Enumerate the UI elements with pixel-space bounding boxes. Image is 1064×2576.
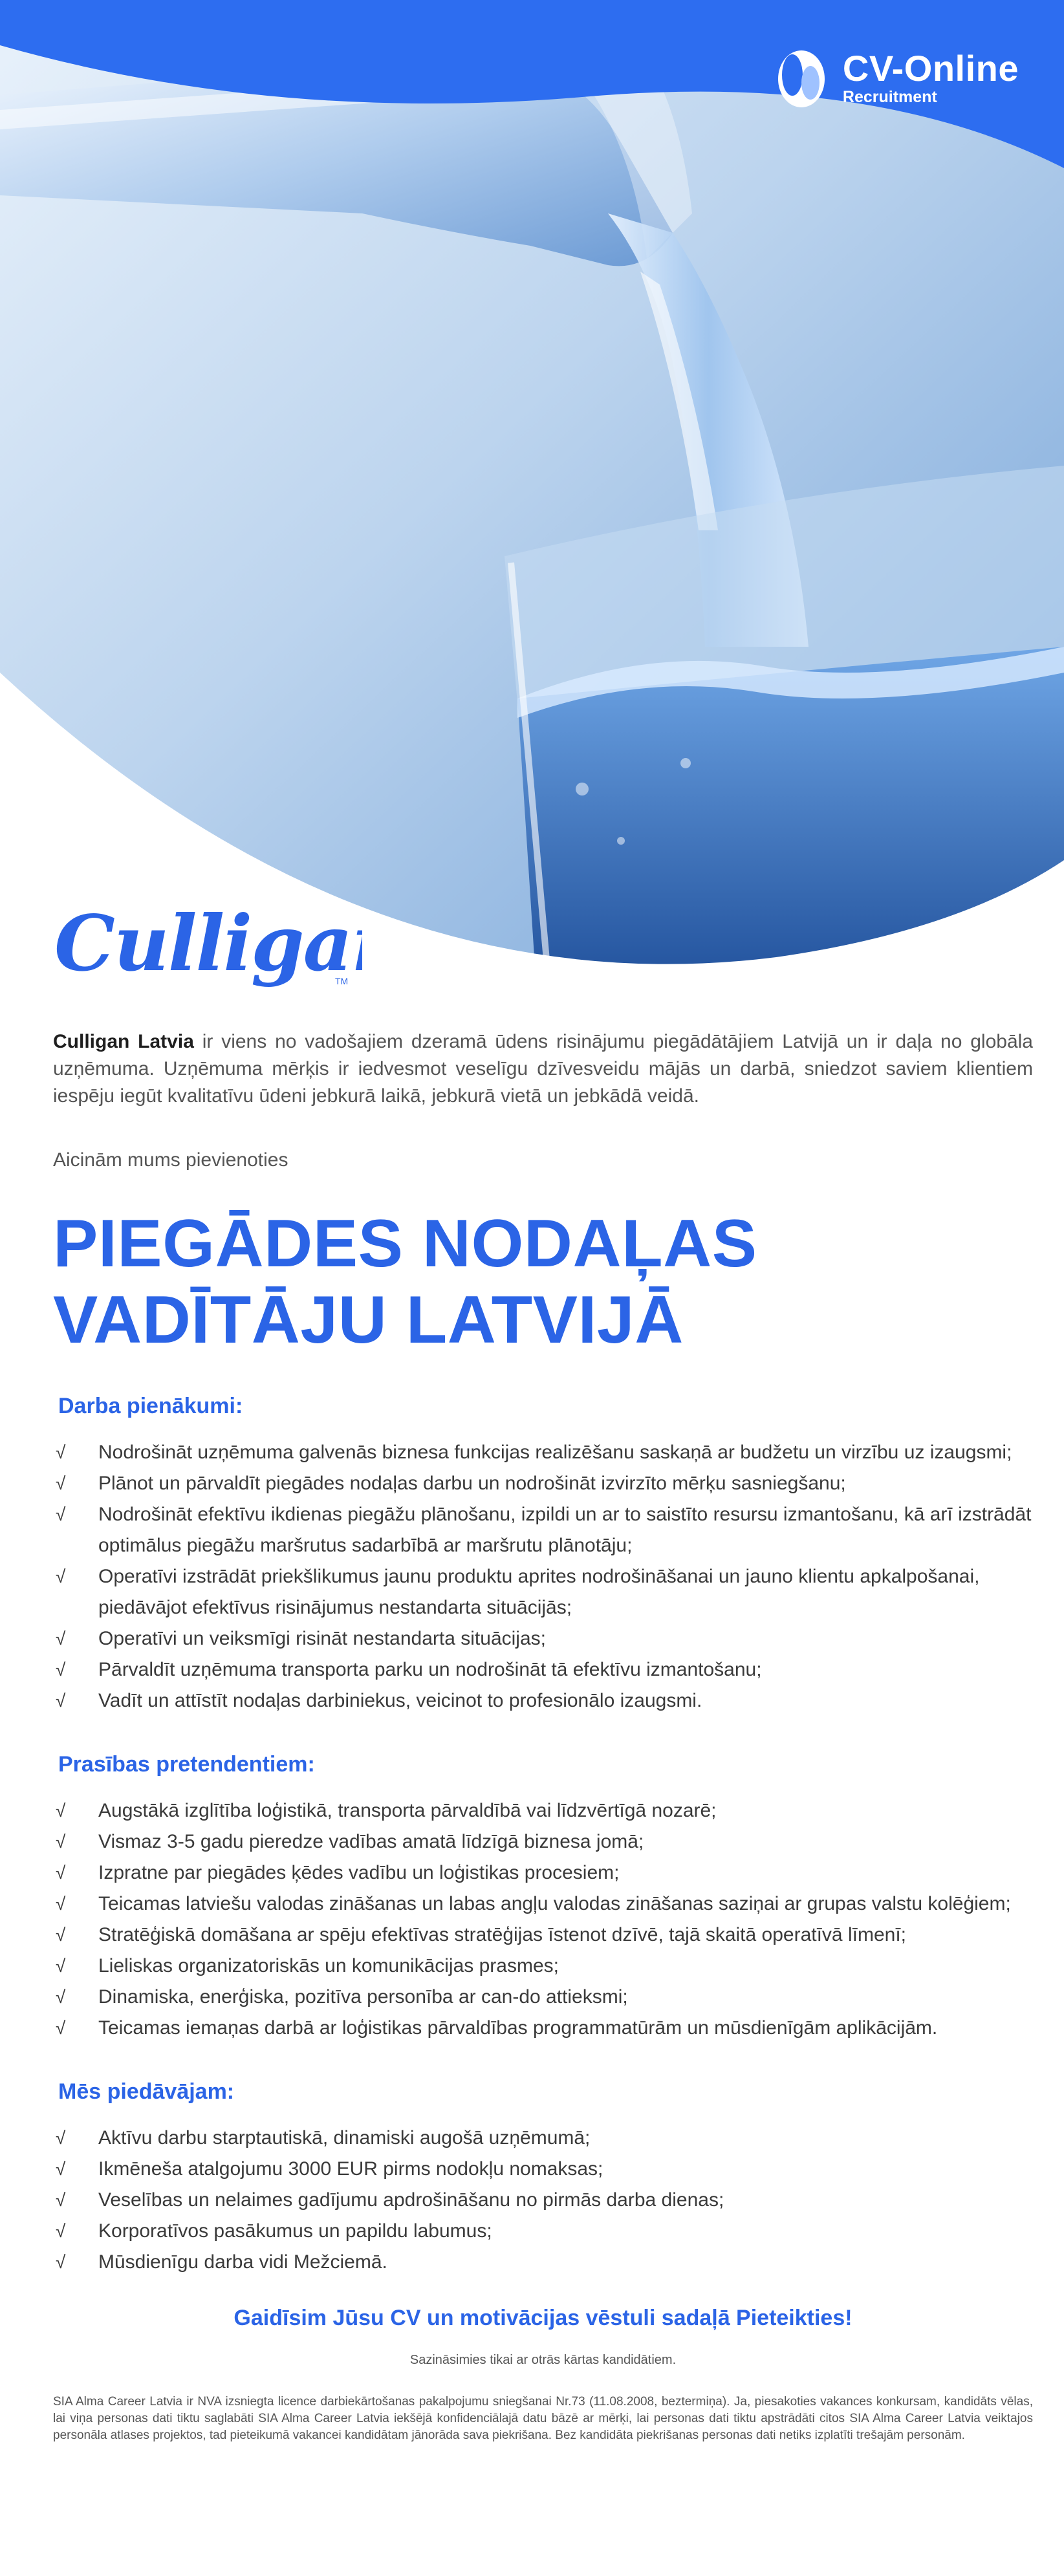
responsibilities-list <box>53 1437 1033 1716</box>
list-item-text: Korporatīvos pasākumus un papildu labumus; <box>98 2220 492 2242</box>
list-item <box>53 1499 1033 1561</box>
list-item-text: Vismaz 3-5 gadu pieredze vadības amatā līdzīgā biznesa jomā; <box>98 1831 644 1852</box>
check-icon: √ <box>56 1863 66 1883</box>
job-ad-content <box>53 1028 1033 2444</box>
list-item-text: Izpratne par piegādes ķēdes vadību un loģistikas procesiem; <box>98 1862 620 1883</box>
culligan-logo-tm: TM <box>335 976 349 986</box>
list-item <box>53 1982 1033 2013</box>
check-icon: √ <box>56 1629 66 1649</box>
hero-water-illustration <box>0 0 1064 996</box>
check-icon: √ <box>56 1832 66 1852</box>
list-item <box>53 1654 1033 1685</box>
section-offer <box>53 2077 1033 2278</box>
list-item-text: Aktīvu darbu starptautiskā, dinamiski augošā uzņēmumā; <box>98 2127 591 2148</box>
list-item <box>53 2123 1033 2154</box>
list-item-text: Operatīvi izstrādāt priekšlikumus jaunu produktu aprites nodrošināšanai un jauno klientu apkalpošanai, piedāvājot efektīvus risinājumus nestandarta situācijās; <box>98 1566 980 1618</box>
check-icon: √ <box>56 1801 66 1821</box>
intro-paragraph <box>53 1028 1033 1110</box>
list-item-text: Nodrošināt efektīvu ikdienas piegāžu plānošanu, izpildi un ar to saistīto resursu izmantošanu, kā arī izstrādāt optimālus piegāžu maršrutus sadarbībā ar maršrutu plānotāju; <box>98 1504 1032 1556</box>
list-item <box>53 1857 1033 1889</box>
check-icon: √ <box>56 2221 66 2241</box>
list-item <box>53 1795 1033 1826</box>
section-requirements <box>53 1750 1033 2044</box>
check-icon: √ <box>56 2128 66 2148</box>
job-title-line-2: VADĪTĀJU LATVIJĀ <box>53 1283 684 1358</box>
brand-subtitle: Recruitment <box>842 88 937 106</box>
list-item-text: Vadīt un attīstīt nodaļas darbiniekus, veicinot to profesionālo izaugsmi. <box>98 1690 702 1711</box>
requirements-list <box>53 1795 1033 2044</box>
brand-text <box>843 49 1019 106</box>
list-item-text: Stratēģiskā domāšana ar spēju efektīvas stratēģijas īstenot dzīvē, tajā skaitā operatīvā līmenī; <box>98 1924 906 1945</box>
section-responsibilities <box>53 1392 1033 1716</box>
list-item <box>53 1468 1033 1499</box>
list-item-text: Teicamas latviešu valodas zināšanas un labas angļu valodas zināšanas saziņai ar grupas valstu kolēģiem; <box>98 1893 1011 1914</box>
list-item-text: Plānot un pārvaldīt piegādes nodaļas darbu un nodrošināt izvirzīto mērķu sasniegšanu; <box>98 1473 846 1494</box>
intro-text: ir viens no vadošajiem dzeramā ūdens risinājumu piegādātājiem Latvijā un ir daļa no globāla uzņēmuma. Uzņēmuma mērķis ir iedvesmot veselīgu dzīvesveidu mājās un darbā, sniedzot saviem klientiem iespēju iegūt kvalitatīvu ūdeni jebkurā laikā, jebkurā vietā un jebkādā veidā. <box>53 1031 1033 1107</box>
brand-name: CV-Online <box>842 48 1019 89</box>
section-heading: Prasības pretendentiem: <box>58 1752 315 1777</box>
list-item-text: Pārvaldīt uzņēmuma transporta parku un nodrošināt tā efektīvu izmantošanu; <box>98 1659 762 1680</box>
check-icon: √ <box>56 1442 66 1462</box>
list-item-text: Veselības un nelaimes gadījumu apdrošināšanu no pirmās darba dienas; <box>98 2189 724 2211</box>
check-icon: √ <box>56 2252 66 2272</box>
list-item <box>53 1561 1033 1623</box>
check-icon: √ <box>56 1566 66 1586</box>
list-item <box>53 1920 1033 1951</box>
list-item <box>53 2216 1033 2247</box>
section-heading: Mēs piedāvājam: <box>58 2079 235 2104</box>
check-icon: √ <box>56 1691 66 1711</box>
list-item <box>53 1826 1033 1857</box>
list-item <box>53 2013 1033 2044</box>
check-icon: √ <box>56 1894 66 1914</box>
culligan-logo-mark <box>52 886 362 1009</box>
legal-disclaimer: SIA Alma Career Latvia ir NVA izsniegta licence darbiekārtošanas pakalpojumu sniegšanai Nr.73 (11.08.2008, beztermiņa). Ja, piesakoties vakances konkursam, kandidāts vēlas, lai viņa personas dati tiktu saglabāti SIA Alma Career Latvia iekšējā konfidenciālajā datu bāzē ar mērķi, lai personas dati tiktu apstrādāti citos SIA Alma Career Latvia veiktajos personāla atlases projektos, tad pieteikumā vakancei kandidātam jānorāda sava piekrišana. Bez kandidāta piekrišanas personas dati netiks izplatīti trešajām personām. <box>53 2395 1033 2442</box>
cv-online-logo-icon <box>769 45 834 110</box>
job-title-line-1: PIEGĀDES NODAĻAS <box>53 1206 757 1281</box>
list-item <box>53 2185 1033 2216</box>
list-item-text: Nodrošināt uzņēmuma galvenās biznesa funkcijas realizēšanu saskaņā ar budžetu un virzību uz izaugsmi; <box>98 1442 1012 1463</box>
list-item-text: Mūsdienīgu darba vidi Mežciemā. <box>98 2251 387 2273</box>
list-item-text: Operatīvi un veiksmīgi risināt nestandarta situācijas; <box>98 1628 546 1649</box>
list-item-text: Augstākā izglītība loģistikā, transporta pārvaldībā vai līdzvērtīgā nozarē; <box>98 1800 717 1821</box>
check-icon: √ <box>56 1660 66 1680</box>
apply-call-to-action[interactable]: Gaidīsim Jūsu CV un motivācijas vēstuli sadaļā Pieteikties! <box>233 2306 852 2330</box>
job-title <box>53 1206 1033 1358</box>
join-text: Aicinām mums pievienoties <box>53 1149 288 1171</box>
list-item-text: Ikmēneša atalgojumu 3000 EUR pirms nodokļu nomaksas; <box>98 2158 603 2180</box>
check-icon: √ <box>56 1504 66 1524</box>
list-item <box>53 1685 1033 1716</box>
check-icon: √ <box>56 1925 66 1945</box>
list-item-text: Lieliskas organizatoriskās un komunikācijas prasmes; <box>98 1955 559 1976</box>
check-icon: √ <box>56 2159 66 2179</box>
list-item-text: Teicamas iemaņas darbā ar loģistikas pārvaldības programmatūrām un mūsdienīgām aplikācijām. <box>98 2017 938 2039</box>
section-heading: Darba pienākumi: <box>58 1394 243 1418</box>
intro-company-name: Culligan Latvia <box>53 1031 194 1052</box>
list-item <box>53 1889 1033 1920</box>
check-icon: √ <box>56 2018 66 2038</box>
list-item <box>53 2154 1033 2185</box>
list-item <box>53 1623 1033 1654</box>
list-item <box>53 1951 1033 1982</box>
culligan-logo-text: Culliga <box>54 898 352 988</box>
offer-list <box>53 2123 1033 2278</box>
hero-banner <box>0 0 1064 996</box>
list-item <box>53 1437 1033 1468</box>
check-icon: √ <box>56 1987 66 2007</box>
list-item <box>53 2247 1033 2278</box>
contact-note: Sazināsimies tikai ar otrās kārtas kandidātiem. <box>409 2353 677 2367</box>
culligan-logo <box>52 886 362 1012</box>
check-icon: √ <box>56 1956 66 1976</box>
list-item-text: Dinamiska, enerģiska, pozitīva personība ar can-do attieksmi; <box>98 1986 628 2008</box>
check-icon: √ <box>56 2190 66 2210</box>
check-icon: √ <box>56 1473 66 1493</box>
cv-online-brand[interactable] <box>769 45 1019 110</box>
